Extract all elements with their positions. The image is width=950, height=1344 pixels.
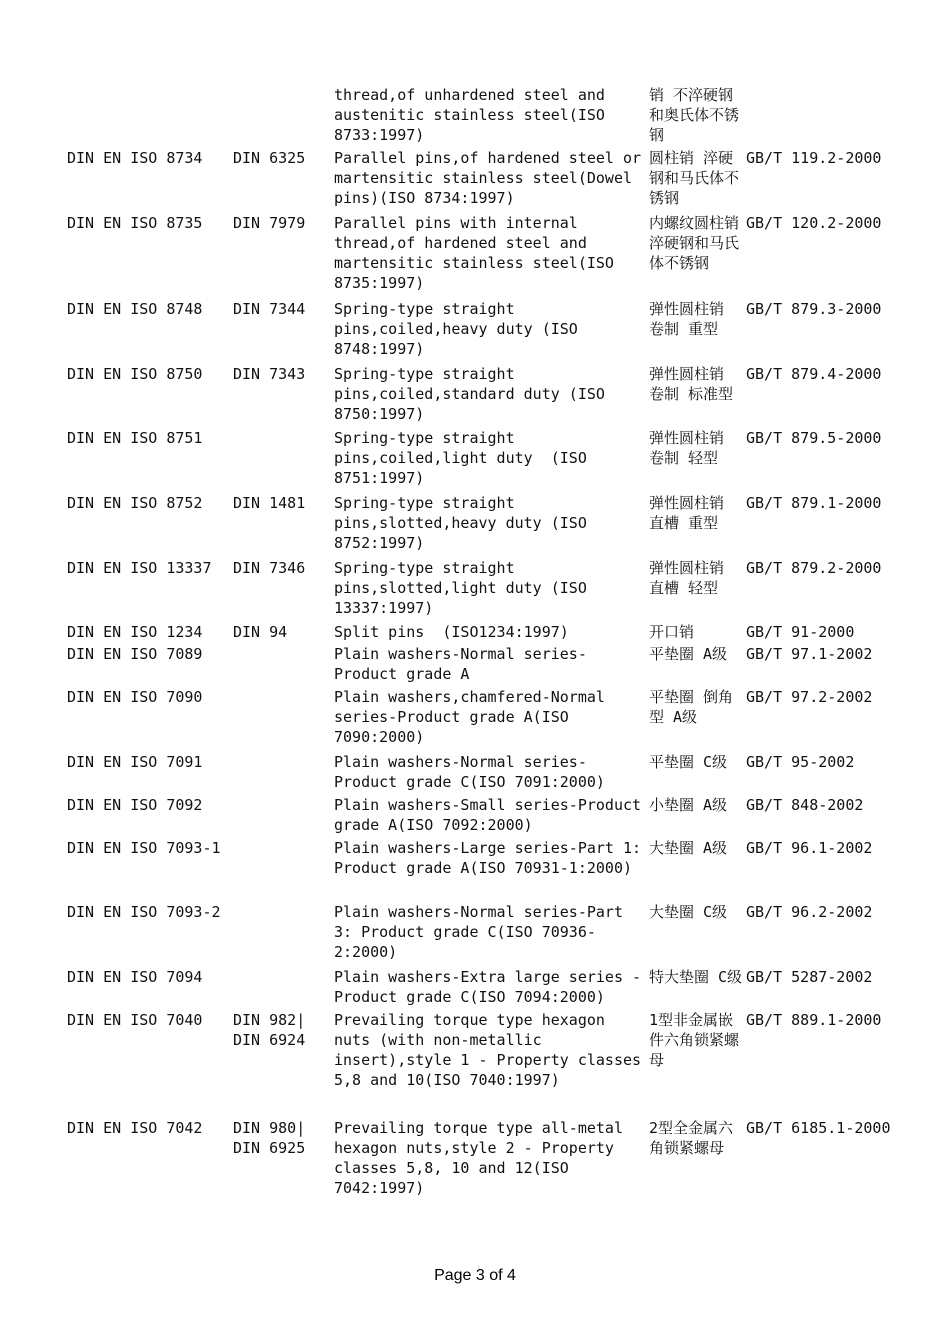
description-cell: Prevailing torque type hexagon nuts (with non-metallic insert),style 1 - Property classes 5,8 and 10(ISO 7040:1997) [334, 1011, 651, 1089]
description-cell: Plain washers-Normal series-Product grade C(ISO 7091:2000) [334, 753, 605, 791]
gb-standard-cell: GB/T 120.2-2000 [746, 214, 882, 232]
gb-standard-cell: GB/T 879.1-2000 [746, 494, 882, 512]
chinese-name-cell: 圆柱销 淬硬钢和马氏体不锈钢 [649, 149, 740, 207]
gb-standard-cell: GB/T 6185.1-2000 [746, 1119, 891, 1137]
din-cell: DIN 1481 [233, 494, 306, 512]
din-cell: DIN 7343 [233, 365, 306, 383]
description-cell: Spring-type straight pins,coiled,standard duty (ISO 8750:1997) [334, 365, 614, 423]
din-cell: DIN 6325 [233, 149, 306, 167]
description-cell: Parallel pins,of hardened steel or martensitic stainless steel(Dowel pins)(ISO 8734:1997) [334, 149, 651, 207]
chinese-name-cell: 2型全金属六角锁紧螺母 [649, 1119, 734, 1157]
description-cell: Spring-type straight pins,slotted,light duty (ISO 13337:1997) [334, 559, 596, 617]
page-number: Page 3 of 4 [434, 1267, 516, 1284]
din-en-iso-cell: DIN EN ISO 8750 [67, 365, 203, 383]
chinese-name-cell: 弹性圆柱销 直槽 轻型 [649, 559, 734, 597]
description-cell: Plain washers,chamfered-Normal series-Product grade A(ISO 7090:2000) [334, 688, 614, 746]
gb-standard-cell: GB/T 95-2002 [746, 753, 855, 771]
din-en-iso-cell: DIN EN ISO 13337 [67, 559, 212, 577]
chinese-name-cell: 平垫圈 A级 [649, 645, 728, 663]
chinese-name-cell: 特大垫圈 C级 [649, 968, 743, 986]
gb-standard-cell: GB/T 97.2-2002 [746, 688, 873, 706]
gb-standard-cell: GB/T 879.4-2000 [746, 365, 882, 383]
description-cell: Spring-type straight pins,coiled,light duty (ISO 8751:1997) [334, 429, 596, 487]
din-cell: DIN 982| DIN 6924 [233, 1011, 306, 1049]
gb-standard-cell: GB/T 879.3-2000 [746, 300, 882, 318]
din-en-iso-cell: DIN EN ISO 8751 [67, 429, 203, 447]
gb-standard-cell: GB/T 96.2-2002 [746, 903, 873, 921]
description-cell: thread,of unhardened steel and austenitic stainless steel(ISO 8733:1997) [334, 86, 614, 144]
din-en-iso-cell: DIN EN ISO 7091 [67, 753, 203, 771]
chinese-name-cell: 大垫圈 A级 [649, 839, 728, 857]
description-cell: Plain washers-Large series-Part 1: Product grade A(ISO 70931-1:2000) [334, 839, 651, 877]
gb-standard-cell: GB/T 889.1-2000 [746, 1011, 882, 1029]
din-en-iso-cell: DIN EN ISO 7094 [67, 968, 203, 986]
din-en-iso-cell: DIN EN ISO 8752 [67, 494, 203, 512]
gb-standard-cell: GB/T 848-2002 [746, 796, 864, 814]
description-cell: Plain washers-Small series-Product grade A(ISO 7092:2000) [334, 796, 651, 834]
chinese-name-cell: 弹性圆柱销 卷制 轻型 [649, 429, 734, 467]
chinese-name-cell: 内螺纹圆柱销 淬硬钢和马氏体不锈钢 [649, 214, 749, 272]
chinese-name-cell: 平垫圈 倒角型 A级 [649, 688, 734, 726]
gb-standard-cell: GB/T 96.1-2002 [746, 839, 873, 857]
din-en-iso-cell: DIN EN ISO 8748 [67, 300, 203, 318]
description-cell: Split pins (ISO1234:1997) [334, 623, 569, 641]
din-en-iso-cell: DIN EN ISO 7089 [67, 645, 203, 663]
din-en-iso-cell: DIN EN ISO 7040 [67, 1011, 203, 1029]
chinese-name-cell: 小垫圈 A级 [649, 796, 728, 814]
description-cell: Spring-type straight pins,coiled,heavy duty (ISO 8748:1997) [334, 300, 587, 358]
gb-standard-cell: GB/T 879.2-2000 [746, 559, 882, 577]
chinese-name-cell: 弹性圆柱销 卷制 标准型 [649, 365, 734, 403]
din-en-iso-cell: DIN EN ISO 7093-1 [67, 839, 221, 857]
description-cell: Spring-type straight pins,slotted,heavy duty (ISO 8752:1997) [334, 494, 596, 552]
din-cell: DIN 7346 [233, 559, 306, 577]
din-cell: DIN 7979 [233, 214, 306, 232]
chinese-name-cell: 平垫圈 C级 [649, 753, 728, 771]
din-en-iso-cell: DIN EN ISO 7093-2 [67, 903, 221, 921]
description-cell: Prevailing torque type all-metal hexagon nuts,style 2 - Property classes 5,8, 10 and 12(ISO 7042:1997) [334, 1119, 633, 1197]
din-en-iso-cell: DIN EN ISO 7092 [67, 796, 203, 814]
din-cell: DIN 94 [233, 623, 288, 641]
din-cell: DIN 7344 [233, 300, 306, 318]
chinese-name-cell: 弹性圆柱销 卷制 重型 [649, 300, 734, 338]
description-cell: Plain washers-Normal series-Part 3: Product grade C(ISO 70936-2:2000) [334, 903, 633, 961]
din-en-iso-cell: DIN EN ISO 1234 [67, 623, 203, 641]
chinese-name-cell: 1型非金属嵌件六角锁紧螺母 [649, 1011, 740, 1069]
gb-standard-cell: GB/T 5287-2002 [746, 968, 873, 986]
din-en-iso-cell: DIN EN ISO 7042 [67, 1119, 203, 1137]
chinese-name-cell: 销 不淬硬钢和奥氏体不锈钢 [649, 86, 740, 144]
description-cell: Plain washers-Extra large series - Product grade C(ISO 7094:2000) [334, 968, 651, 1006]
chinese-name-cell: 弹性圆柱销 直槽 重型 [649, 494, 734, 532]
chinese-name-cell: 大垫圈 C级 [649, 903, 728, 921]
description-cell: Parallel pins with internal thread,of hardened steel and martensitic stainless steel(ISO 8735:1997) [334, 214, 623, 292]
gb-standard-cell: GB/T 97.1-2002 [746, 645, 873, 663]
din-cell: DIN 980| DIN 6925 [233, 1119, 306, 1157]
gb-standard-cell: GB/T 879.5-2000 [746, 429, 882, 447]
gb-standard-cell: GB/T 119.2-2000 [746, 149, 882, 167]
gb-standard-cell: GB/T 91-2000 [746, 623, 855, 641]
din-en-iso-cell: DIN EN ISO 7090 [67, 688, 203, 706]
chinese-name-cell: 开口销 [649, 623, 695, 641]
description-cell: Plain washers-Normal series-Product grade A [334, 645, 587, 683]
din-en-iso-cell: DIN EN ISO 8734 [67, 149, 203, 167]
din-en-iso-cell: DIN EN ISO 8735 [67, 214, 203, 232]
